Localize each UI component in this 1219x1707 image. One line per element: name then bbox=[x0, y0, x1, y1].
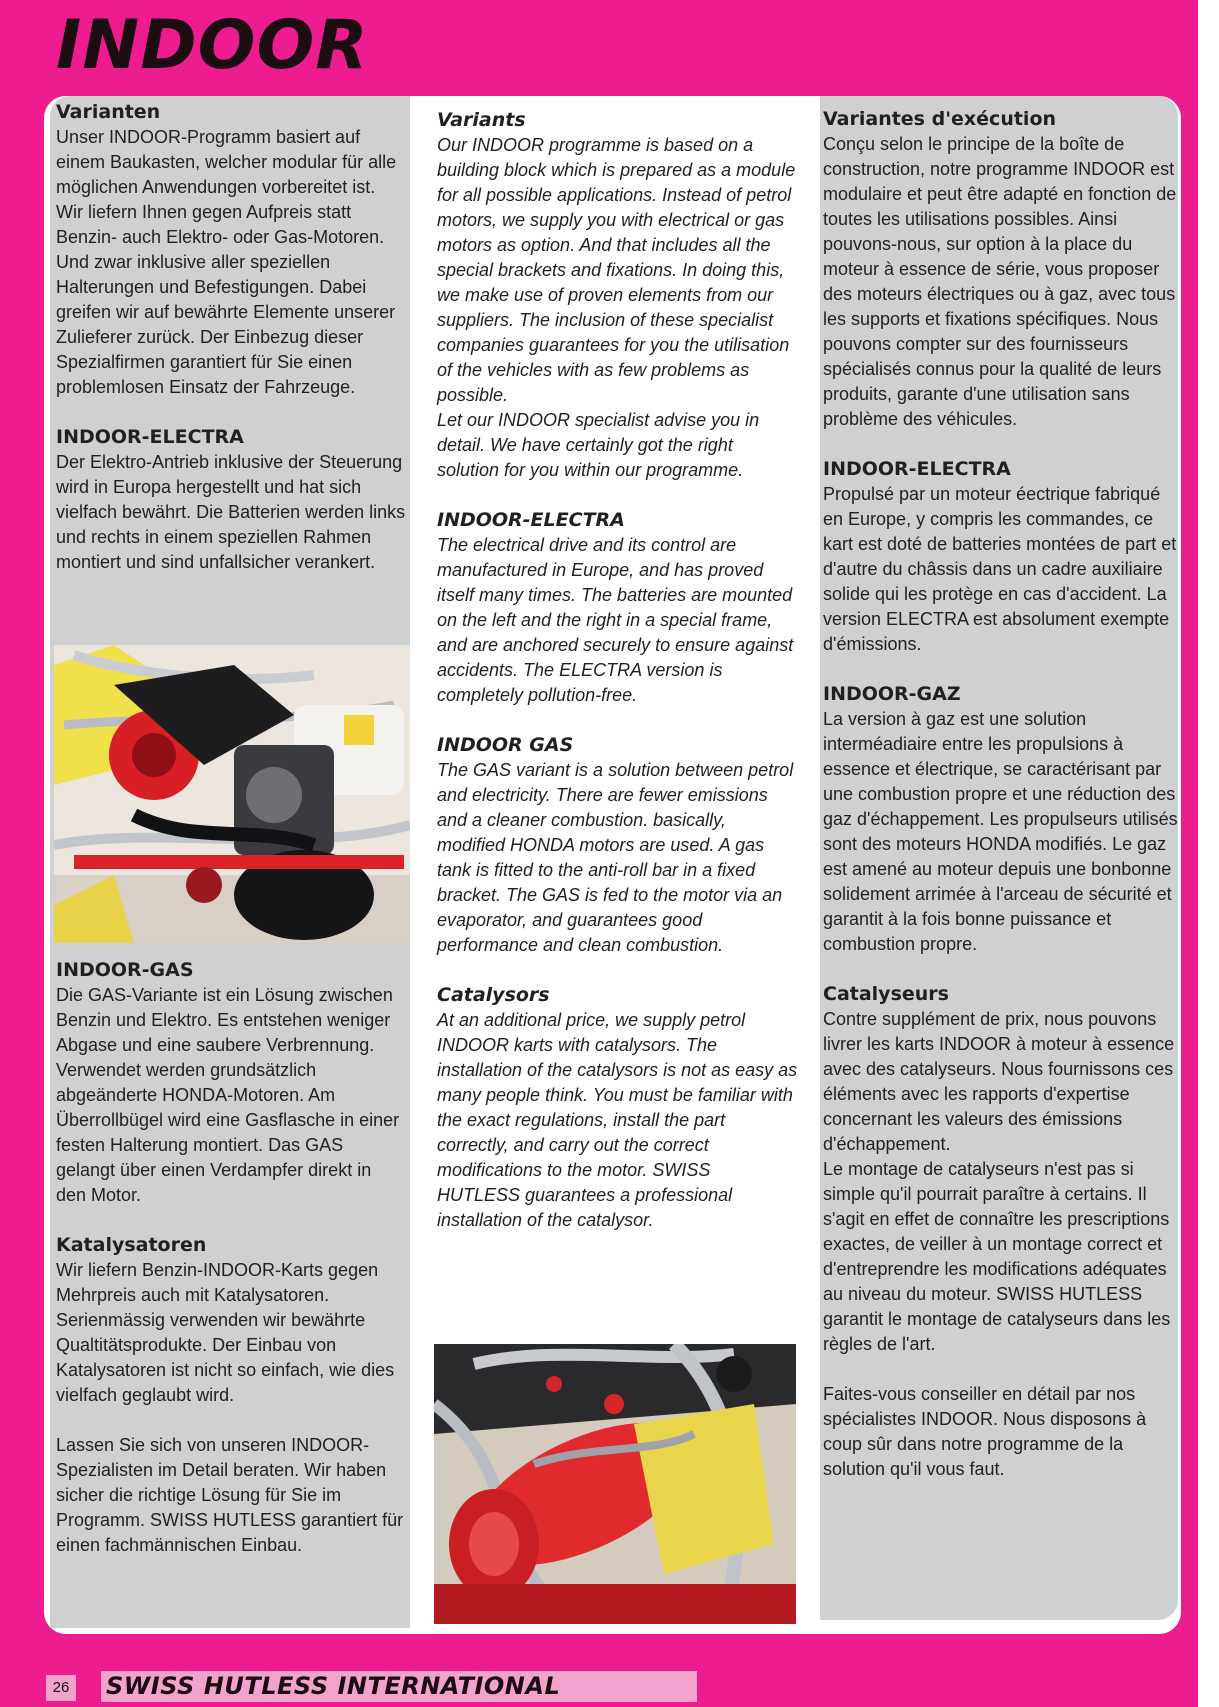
german-text-top bbox=[56, 100, 406, 600]
page-number: 26 bbox=[46, 1675, 76, 1701]
section-heading: INDOOR-ELECTRA bbox=[437, 509, 625, 531]
section-heading: Catalysors bbox=[437, 984, 550, 1006]
section-heading: INDOOR-ELECTRA bbox=[823, 458, 1011, 480]
french-text bbox=[823, 107, 1178, 1482]
section-heading: Varianten bbox=[56, 101, 161, 123]
french-column bbox=[820, 96, 1178, 1620]
section-body: Conçu selon le principe de la boîte de construction, notre programme INDOOR est modulaire et peut être adapté en fonction de toutes les utilisations possibles. Ainsi pouvons-nous, sur option à la place du moteur à essence de série, vous proposer des moteurs électriques ou à gaz, avec tous les supports et fixations spécifiques. Nous pouvons compter sur des fournisseurs spécialisés connus pour la qualité de leurs produits, garante d'une utilisation sans problème des véhicules. bbox=[823, 134, 1177, 429]
section-body: Propulsé par un moteur éectrique fabriqué en Europe, y compris les commandes, ce kart est doté de batteries montées de part et d'autre du châssis dans un cadre auxiliaire solide qui les protège en cas d'accident. La version ELECTRA est absolument exempte d'émissions. bbox=[823, 484, 1177, 654]
section-body: Die GAS-Variante ist ein Lösung zwischen Benzin und Elektro. Es entstehen weniger Abgase und eine saubere Verbrennung. Verwendet werden grundsätzlich abgeänderte HONDA-Motoren. Am Überrollbügel wird eine Gasflasche in einer festen Halterung montiert. Das GAS gelangt über einen Verdampfer direkt in den Motor. bbox=[56, 985, 400, 1205]
electric-kart-photo bbox=[54, 645, 410, 943]
section-body-continued: Le montage de catalyseurs n'est pas si simple qu'il pourrait paraître à certains. Il s'agit en effet de connaître les prescriptions exactes, de veiller à un montage correct et d'entreprendre les modifications adéquates au niveau du moteur. SWISS HUTLESS garantit le montage de catalyseurs dans les règles de l'art. bbox=[823, 1159, 1171, 1354]
gas-kart-photo bbox=[434, 1344, 796, 1624]
closing-paragraph: Lassen Sie sich von unseren INDOOR-Spezialisten im Detail beraten. Wir haben sicher die richtige Lösung für Sie im Programm. SWISS HUTLESS garantiert für einen fachmännischen Einbau. bbox=[56, 1435, 404, 1555]
german-text-bottom bbox=[56, 958, 406, 1558]
section-body: Wir liefern Benzin-INDOOR-Karts gegen Mehrpreis auch mit Katalysatoren. Serienmässig verwenden wir bewährte Qualtitätsprodukte. Der Einbau von Katalysatoren ist nicht so einfach, wie dies vielfach geglaubt wird. bbox=[56, 1260, 395, 1405]
section-heading: INDOOR-GAS bbox=[56, 959, 194, 981]
footer-brand: SWISS HUTLESS INTERNATIONAL bbox=[106, 1672, 561, 1700]
section-heading: INDOOR GAS bbox=[437, 734, 574, 756]
section-body: Our INDOOR programme is based on a building block which is prepared as a module for all possible applications. Instead of petrol motors, we supply you with electrical or gas motors as option. And that includes all the special brackets and fixations. In doing this, we make use of proven elements from our suppliers. The inclusion of these specialist companies guarantees for you the utilisation of the vehicles with as few problems as possible. bbox=[437, 135, 796, 405]
section-heading: Catalyseurs bbox=[823, 983, 949, 1005]
section-heading: Katalysatoren bbox=[56, 1234, 207, 1256]
page-title: INDOOR bbox=[56, 6, 369, 85]
section-heading: INDOOR-ELECTRA bbox=[56, 426, 244, 448]
section-body: At an additional price, we supply petrol INDOOR karts with catalysors. The installation of the catalysors is not as easy as many people think. You must be familiar with the exact regulations, install the part correctly, and carry out the correct modifications to the motor. SWISS HUTLESS guarantees a professional installation of the catalysor. bbox=[437, 1010, 798, 1230]
section-body: Contre supplément de prix, nous pouvons livrer les karts INDOOR à moteur à essence avec des catalyseurs. Nous fournissons ces éléments avec les rapports d'expertise concernant les valeurs des émissions d'échappement. bbox=[823, 1009, 1175, 1154]
section-body: Unser INDOOR-Programm basiert auf einem Baukasten, welcher modular für alle möglichen Anwendungen vorbereitet ist. Wir liefern Ihnen gegen Aufpreis statt Benzin- auch Elektro- oder Gas-Motoren. Und zwar inklusive aller speziellen Halterungen und Befestigungen. Dabei greifen wir auf bewährte Elemente unserer Zulieferer zurück. Der Einbezug dieser Spezialfirmen garantiert für Sie einen problemlosen Einsatz der Fahrzeuge. bbox=[56, 127, 397, 397]
section-body: The GAS variant is a solution between petrol and electricity. There are fewer emissions and a cleaner combustion. basically, modified HONDA motors are used. A gas tank is fitted to the anti-roll bar in a fixed bracket. The GAS is fed to the motor via an evaporator, and guarantees good performance and clean combustion. bbox=[437, 760, 794, 955]
section-body: Der Elektro-Antrieb inklusive der Steuerung wird in Europa hergestellt und hat sich vielfach bewährt. Die Batterien werden links und rechts in einem speziellen Rahmen montiert und sind unfallsicher verankert. bbox=[56, 452, 406, 572]
gas-kart-illustration bbox=[434, 1344, 796, 1624]
section-body-continued: Let our INDOOR specialist advise you in detail. We have certainly got the right solution for you within our programme. bbox=[437, 410, 760, 480]
section-body: La version à gaz est une solution interméadiaire entre les propulsions à essence et électrique, se caractérisant par une combustion propre et une réduction des gaz d'échappement. Les propulseurs utilisés sont des moteurs HONDA modifiés. Le gaz est amené au moteur depuis une bonbonne solidement arrimée à l'arceau de sécurité et garantit à la fois bonne puissance et combustion propre. bbox=[823, 709, 1178, 954]
section-heading: Variantes d'exécution bbox=[823, 108, 1057, 130]
section-body: The electrical drive and its control are manufactured in Europe, and has proved itself many times. The batteries are mounted on the left and the right in a special frame, and are anchored securely to ensure against accidents. The ELECTRA version is completely pollution-free. bbox=[437, 535, 794, 705]
closing-paragraph: Faites-vous conseiller en détail par nos spécialistes INDOOR. Nous disposons à coup sûr dans notre programme de la solution qu'il vous faut. bbox=[823, 1384, 1147, 1479]
section-heading: INDOOR-GAZ bbox=[823, 683, 961, 705]
section-heading: Variants bbox=[437, 109, 526, 131]
english-text bbox=[437, 108, 798, 1258]
electric-kart-illustration bbox=[54, 645, 410, 943]
